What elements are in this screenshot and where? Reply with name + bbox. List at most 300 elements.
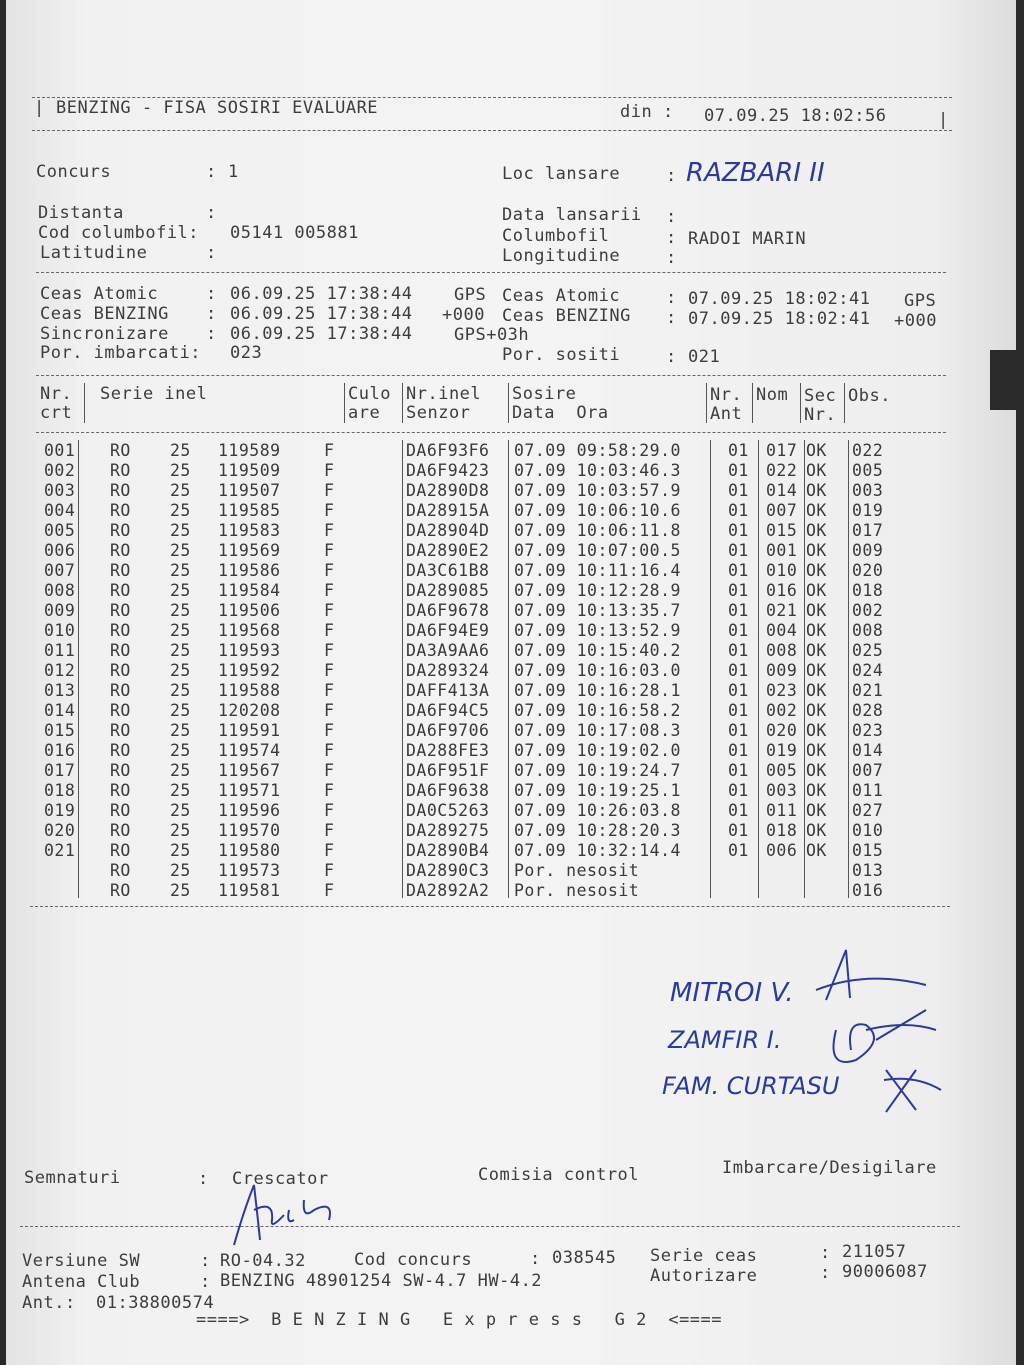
col-separator — [800, 383, 801, 423]
colon: : — [820, 1243, 831, 1263]
por-imbarcati-label: Por. imbarcati: — [40, 343, 202, 363]
cod-concurs-label: Cod concurs — [354, 1250, 473, 1270]
cell-tara: RO — [110, 501, 131, 520]
cell-obs: 027 — [852, 801, 884, 820]
ceas-atomic-left-suffix: GPS — [454, 285, 487, 305]
cell-ant: 01 — [728, 701, 749, 720]
sincronizare-value: 06.09.25 17:38:44 — [230, 324, 413, 344]
handwritten-name-1: MITROI V. — [670, 978, 794, 1008]
cell-nr: 007 — [44, 561, 76, 580]
ceas-atomic-right-label: Ceas Atomic — [502, 286, 621, 306]
antena-label: Antena Club — [22, 1272, 141, 1292]
cell-nr: 015 — [44, 721, 76, 740]
cell-nom: 007 — [766, 501, 798, 520]
th-sosire: Sosire — [512, 384, 577, 404]
cell-sec: OK — [806, 641, 827, 660]
cell-nr: 008 — [44, 581, 76, 600]
receipt-paper — [6, 0, 1016, 1365]
table-row — [6, 481, 1006, 501]
cell-senzor: DA2890E2 — [406, 541, 490, 560]
cell-tara: RO — [110, 641, 131, 660]
cell-sosire: 07.09 10:16:03.0 — [514, 661, 681, 680]
cell-nr: 019 — [44, 801, 76, 820]
cell-nr: 009 — [44, 601, 76, 620]
th-sec: Sec — [804, 386, 837, 406]
cell-obs: 007 — [852, 761, 884, 780]
cell-tara: RO — [110, 741, 131, 760]
table-row — [6, 681, 1006, 701]
sincronizare-label: Sincronizare — [40, 324, 169, 344]
cell-ant: 01 — [728, 801, 749, 820]
cell-ant: 01 — [728, 581, 749, 600]
handwritten-name-2: ZAMFIR I. — [668, 1026, 782, 1054]
crescator-label: Crescator — [232, 1169, 329, 1189]
sincronizare-suffix: GPS+03h — [454, 325, 530, 345]
cell-inel: 119589 — [218, 441, 281, 460]
cell-senzor: DA289324 — [406, 661, 490, 680]
cell-sec: OK — [806, 581, 827, 600]
comisia-label: Comisia control — [478, 1165, 640, 1185]
table-row — [6, 521, 1006, 541]
cell-nom: 011 — [766, 801, 798, 820]
cell-senzor: DA6F9423 — [406, 461, 490, 480]
cell-ant: 01 — [728, 601, 749, 620]
cell-sec: OK — [806, 541, 827, 560]
cell-nom: 021 — [766, 601, 798, 620]
cell-nom: 018 — [766, 821, 798, 840]
cell-senzor: DAFF413A — [406, 681, 490, 700]
ceas-benzing-left-suffix: +000 — [442, 305, 485, 325]
th-culoare-1: Culo — [348, 384, 391, 404]
cell-an: 25 — [170, 861, 191, 880]
cell-sex: F — [324, 881, 335, 900]
cell-senzor: DA28904D — [406, 521, 490, 540]
ceas-benzing-right-suffix: +000 — [894, 311, 937, 331]
colon: : — [820, 1263, 831, 1283]
th-senzor: Senzor — [406, 403, 471, 423]
cell-senzor: DA3C61B8 — [406, 561, 490, 580]
cell-an: 25 — [170, 721, 191, 740]
table-row — [6, 461, 1006, 481]
cell-senzor: DA2892A2 — [406, 881, 490, 900]
cell-ant: 01 — [728, 541, 749, 560]
benzing-banner: ====> B E N Z I N G E x p r e s s G 2 <==== — [196, 1310, 723, 1330]
cell-sex: F — [324, 581, 335, 600]
table-row — [6, 441, 1006, 461]
din-value: 07.09.25 18:02:56 — [704, 106, 887, 126]
colon: : — [666, 308, 677, 328]
cell-tara: RO — [110, 541, 131, 560]
col-separator — [402, 383, 403, 423]
table-row — [6, 661, 1006, 681]
cell-nom: 016 — [766, 581, 798, 600]
cell-sec: OK — [806, 481, 827, 500]
cell-sosire: 07.09 10:03:46.3 — [514, 461, 681, 480]
cell-ant: 01 — [728, 741, 749, 760]
cell-senzor: DA2890C3 — [406, 861, 490, 880]
col-separator — [844, 383, 845, 423]
cell-obs: 003 — [852, 481, 884, 500]
colon: : — [666, 207, 677, 227]
cell-an: 25 — [170, 681, 191, 700]
colon: : — [206, 203, 217, 223]
divider — [20, 1226, 960, 1227]
cell-nr: 012 — [44, 661, 76, 680]
cell-inel: 119568 — [218, 621, 281, 640]
cell-inel: 119569 — [218, 541, 281, 560]
colon: : — [666, 228, 677, 248]
cell-nr: 002 — [44, 461, 76, 480]
background-edge — [990, 350, 1024, 410]
colon: : — [666, 166, 677, 186]
col-separator — [344, 383, 345, 423]
cell-obs: 021 — [852, 681, 884, 700]
din-label: din : — [620, 102, 674, 122]
cell-nr: 017 — [44, 761, 76, 780]
cell-obs: 019 — [852, 501, 884, 520]
cell-tara: RO — [110, 621, 131, 640]
cell-sex: F — [324, 461, 335, 480]
cell-sec: OK — [806, 721, 827, 740]
col-separator — [706, 383, 707, 423]
cell-sex: F — [324, 801, 335, 820]
th-ant: Ant — [710, 404, 743, 424]
cell-senzor: DA2890B4 — [406, 841, 490, 860]
cell-ant: 01 — [728, 681, 749, 700]
cell-nom: 019 — [766, 741, 798, 760]
divider — [32, 130, 952, 131]
cell-an: 25 — [170, 501, 191, 520]
colon: : — [666, 248, 677, 268]
table-row — [6, 741, 1006, 761]
cell-sec: OK — [806, 841, 827, 860]
cell-ant: 01 — [728, 461, 749, 480]
cell-senzor: DA6F951F — [406, 761, 490, 780]
cell-senzor: DA6F9638 — [406, 781, 490, 800]
cell-sex: F — [324, 681, 335, 700]
semnaturi-label: Semnaturi — [24, 1168, 121, 1188]
cell-nr: 006 — [44, 541, 76, 560]
colon: : — [206, 284, 217, 304]
cell-sex: F — [324, 861, 335, 880]
cell-ant: 01 — [728, 761, 749, 780]
cell-tara: RO — [110, 441, 131, 460]
cell-nr: 010 — [44, 621, 76, 640]
col-separator — [752, 383, 753, 423]
cell-an: 25 — [170, 661, 191, 680]
cell-an: 25 — [170, 521, 191, 540]
cell-ant: 01 — [728, 721, 749, 740]
cell-obs: 025 — [852, 641, 884, 660]
cell-nr: 011 — [44, 641, 76, 660]
cell-inel: 120208 — [218, 701, 281, 720]
cell-sosire: 07.09 10:32:14.4 — [514, 841, 681, 860]
cell-inel: 119571 — [218, 781, 281, 800]
cell-sosire: 07.09 10:13:52.9 — [514, 621, 681, 640]
cell-nr: 014 — [44, 701, 76, 720]
divider — [36, 432, 946, 433]
cell-nom: 003 — [766, 781, 798, 800]
cell-obs: 010 — [852, 821, 884, 840]
serie-ceas-label: Serie ceas — [650, 1246, 758, 1266]
th-nr-ant: Nr. — [710, 385, 743, 405]
cell-nom: 006 — [766, 841, 798, 860]
cell-an: 25 — [170, 761, 191, 780]
cell-sex: F — [324, 781, 335, 800]
cell-obs: 020 — [852, 561, 884, 580]
cell-obs: 017 — [852, 521, 884, 540]
cell-sosire: 07.09 10:12:28.9 — [514, 581, 681, 600]
cell-an: 25 — [170, 741, 191, 760]
cell-senzor: DA2890D8 — [406, 481, 490, 500]
cell-nom: 002 — [766, 701, 798, 720]
cell-inel: 119580 — [218, 841, 281, 860]
cell-sec: OK — [806, 741, 827, 760]
cell-inel: 119584 — [218, 581, 281, 600]
por-imbarcati-value: 023 — [230, 343, 263, 363]
cell-tara: RO — [110, 601, 131, 620]
cell-an: 25 — [170, 461, 191, 480]
cell-ant: 01 — [728, 781, 749, 800]
cell-senzor: DA289085 — [406, 581, 490, 600]
cell-obs: 024 — [852, 661, 884, 680]
colon: : — [206, 243, 217, 263]
cell-sex: F — [324, 621, 335, 640]
cell-obs: 011 — [852, 781, 884, 800]
th-sec-nr: Nr. — [804, 405, 837, 425]
handwritten-name-3: FAM. CURTASU — [662, 1072, 840, 1100]
cell-obs: 016 — [852, 881, 884, 900]
cell-tara: RO — [110, 841, 131, 860]
cell-nom: 022 — [766, 461, 798, 480]
cell-sosire: Por. nesosit — [514, 881, 640, 900]
table-row — [6, 581, 1006, 601]
cell-ant: 01 — [728, 561, 749, 580]
cell-tara: RO — [110, 701, 131, 720]
cell-obs: 018 — [852, 581, 884, 600]
cell-sex: F — [324, 661, 335, 680]
cell-nr: 020 — [44, 821, 76, 840]
cell-ant: 01 — [728, 841, 749, 860]
cell-an: 25 — [170, 621, 191, 640]
cell-an: 25 — [170, 561, 191, 580]
cell-sosire: 07.09 10:15:40.2 — [514, 641, 681, 660]
cell-sec: OK — [806, 441, 827, 460]
autorizare-label: Autorizare — [650, 1266, 758, 1286]
cell-tara: RO — [110, 561, 131, 580]
ceas-benzing-right-value: 07.09.25 18:02:41 — [688, 309, 871, 329]
cell-obs: 015 — [852, 841, 884, 860]
cell-nr: 021 — [44, 841, 76, 860]
cell-sex: F — [324, 601, 335, 620]
cell-an: 25 — [170, 801, 191, 820]
table-row — [6, 641, 1006, 661]
ceas-benzing-left-value: 06.09.25 17:38:44 — [230, 304, 413, 324]
cell-inel: 119573 — [218, 861, 281, 880]
cell-sec: OK — [806, 501, 827, 520]
cell-nom: 010 — [766, 561, 798, 580]
document-title: BENZING - FISA SOSIRI EVALUARE — [56, 98, 379, 118]
cell-senzor: DA6F9678 — [406, 601, 490, 620]
versiune-label: Versiune SW — [22, 1251, 141, 1271]
cell-senzor: DA3A9AA6 — [406, 641, 490, 660]
cell-an: 25 — [170, 701, 191, 720]
ceas-benzing-right-label: Ceas BENZING — [502, 306, 631, 326]
table-row — [6, 501, 1006, 521]
cell-obs: 014 — [852, 741, 884, 760]
cell-obs: 005 — [852, 461, 884, 480]
breeder-signature-icon — [224, 1180, 344, 1250]
cell-an: 25 — [170, 781, 191, 800]
concurs-value: 1 — [228, 162, 239, 182]
cell-sosire: 07.09 10:17:08.3 — [514, 721, 681, 740]
cell-sex: F — [324, 761, 335, 780]
table-row — [6, 781, 1006, 801]
versiune-value: RO-04.32 — [220, 1251, 306, 1271]
cell-sosire: 07.09 10:03:57.9 — [514, 481, 681, 500]
divider — [36, 272, 946, 273]
colon: : — [666, 288, 677, 308]
table-row — [6, 821, 1006, 841]
th-nom: Nom — [756, 385, 789, 405]
cell-tara: RO — [110, 521, 131, 540]
cell-sosire: 07.09 09:58:29.0 — [514, 441, 681, 460]
cell-tara: RO — [110, 801, 131, 820]
cell-sec: OK — [806, 801, 827, 820]
cell-senzor: DA0C5263 — [406, 801, 490, 820]
cell-sosire: 07.09 10:06:10.6 — [514, 501, 681, 520]
loc-lansare-label: Loc lansare — [502, 164, 621, 184]
cell-nom: 015 — [766, 521, 798, 540]
por-sositi-label: Por. sositi — [502, 345, 621, 365]
cell-obs: 008 — [852, 621, 884, 640]
cell-an: 25 — [170, 541, 191, 560]
cell-nr: 013 — [44, 681, 76, 700]
cell-obs: 028 — [852, 701, 884, 720]
cell-sosire: 07.09 10:28:20.3 — [514, 821, 681, 840]
cell-an: 25 — [170, 601, 191, 620]
cell-nom: 001 — [766, 541, 798, 560]
por-sositi-value: 021 — [688, 347, 721, 367]
cell-nom: 005 — [766, 761, 798, 780]
columbofil-value: RADOI MARIN — [688, 229, 807, 249]
table-row — [6, 801, 1006, 821]
cell-sex: F — [324, 561, 335, 580]
cell-tara: RO — [110, 821, 131, 840]
antena-value: BENZING 48901254 SW-4.7 HW-4.2 — [220, 1271, 543, 1291]
cell-senzor: DA288FE3 — [406, 741, 490, 760]
cod-columbofil-value: 05141 005881 — [230, 223, 359, 243]
cell-sec: OK — [806, 701, 827, 720]
table-row — [6, 561, 1006, 581]
cell-sec: OK — [806, 761, 827, 780]
cell-obs: 023 — [852, 721, 884, 740]
cell-tara: RO — [110, 661, 131, 680]
longitudine-label: Longitudine — [502, 246, 621, 266]
cell-inel: 119583 — [218, 521, 281, 540]
cell-sec: OK — [806, 781, 827, 800]
cell-an: 25 — [170, 441, 191, 460]
cell-ant: 01 — [728, 481, 749, 500]
th-culoare-2: are — [348, 403, 381, 423]
th-nr: Nr. — [40, 384, 73, 404]
cell-sosire: Por. nesosit — [514, 861, 640, 880]
cell-nr: 005 — [44, 521, 76, 540]
cell-an: 25 — [170, 841, 191, 860]
cell-nom: 017 — [766, 441, 798, 460]
cell-tara: RO — [110, 761, 131, 780]
cell-sosire: 07.09 10:19:25.1 — [514, 781, 681, 800]
cell-nom: 014 — [766, 481, 798, 500]
cell-nr: 016 — [44, 741, 76, 760]
cell-inel: 119509 — [218, 461, 281, 480]
cell-ant: 01 — [728, 661, 749, 680]
cell-senzor: DA289275 — [406, 821, 490, 840]
cell-nr: 004 — [44, 501, 76, 520]
cell-an: 25 — [170, 881, 191, 900]
cell-obs: 002 — [852, 601, 884, 620]
cell-tara: RO — [110, 781, 131, 800]
colon: : — [666, 347, 677, 367]
distanta-label: Distanta — [38, 203, 124, 223]
cell-inel: 119593 — [218, 641, 281, 660]
cell-nom: 023 — [766, 681, 798, 700]
cell-sosire: 07.09 10:11:16.4 — [514, 561, 681, 580]
cell-sosire: 07.09 10:16:58.2 — [514, 701, 681, 720]
ant-label: Ant.: — [22, 1293, 76, 1313]
cell-sex: F — [324, 501, 335, 520]
data-lansarii-label: Data lansarii — [502, 205, 642, 225]
cell-senzor: DA6F9706 — [406, 721, 490, 740]
colon: : — [206, 162, 217, 182]
cell-inel: 119567 — [218, 761, 281, 780]
cell-sec: OK — [806, 521, 827, 540]
cell-senzor: DA6F93F6 — [406, 441, 490, 460]
cell-sec: OK — [806, 821, 827, 840]
cell-obs: 022 — [852, 441, 884, 460]
col-separator — [84, 383, 85, 423]
columbofil-label: Columbofil — [502, 226, 610, 246]
ceas-atomic-right-suffix: GPS — [904, 291, 937, 311]
table-row — [6, 881, 1006, 901]
table-row — [6, 861, 1006, 881]
cell-sex: F — [324, 701, 335, 720]
imbarcare-label: Imbarcare/Desigilare — [722, 1158, 937, 1178]
latitudine-label: Latitudine — [40, 243, 148, 263]
cell-ant: 01 — [728, 441, 749, 460]
colon: : — [200, 1272, 211, 1292]
cell-inel: 119585 — [218, 501, 281, 520]
cell-sec: OK — [806, 601, 827, 620]
table-row — [6, 601, 1006, 621]
col-separator — [508, 383, 509, 423]
cell-inel: 119596 — [218, 801, 281, 820]
cell-an: 25 — [170, 581, 191, 600]
cell-tara: RO — [110, 581, 131, 600]
cell-ant: 01 — [728, 501, 749, 520]
cell-sosire: 07.09 10:26:03.8 — [514, 801, 681, 820]
cell-inel: 119591 — [218, 721, 281, 740]
table-row — [6, 761, 1006, 781]
cell-nom: 004 — [766, 621, 798, 640]
cell-sosire: 07.09 10:07:00.5 — [514, 541, 681, 560]
cell-senzor: DA6F94E9 — [406, 621, 490, 640]
cell-inel: 119581 — [218, 881, 281, 900]
cell-nr: 001 — [44, 441, 76, 460]
header-bar-left: | — [34, 98, 45, 118]
cell-ant: 01 — [728, 521, 749, 540]
cell-inel: 119586 — [218, 561, 281, 580]
